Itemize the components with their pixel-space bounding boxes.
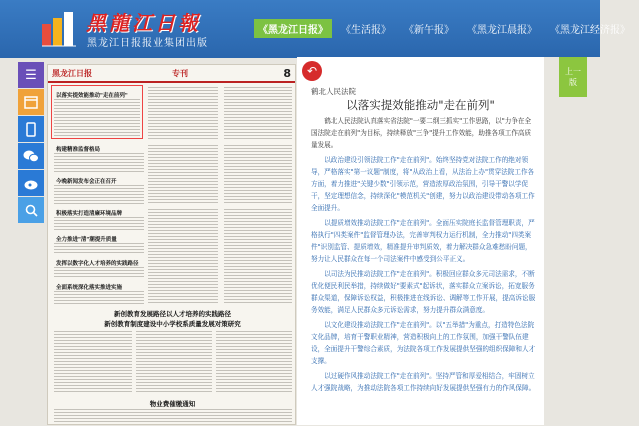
- nav-tab-life-daily[interactable]: 《生活报》: [341, 25, 391, 36]
- article-text: [216, 331, 292, 393]
- page-number: 8: [283, 66, 291, 80]
- menu-button[interactable]: [18, 62, 44, 88]
- article-text: [224, 209, 292, 305]
- article-text: [224, 145, 292, 205]
- previous-page-label-2: 版: [569, 78, 577, 87]
- logo-subtitle: 黑龙江日报报业集团出版: [87, 38, 208, 49]
- menu-icon: ☰: [25, 67, 37, 83]
- article-text: [54, 153, 144, 173]
- weibo-button[interactable]: [18, 170, 44, 196]
- article-paragraph: 以过硬作风推动法院工作"走在前列"。坚持严管和厚爱相结合，牢固树立人才强院战略，为推动法院各项工作持续向好发展提供坚强有力的作风保障。: [311, 372, 536, 392]
- article-paragraph: 以提质增效推动法院工作"走在前列"。全面压实院庭长监督管理职责，严格执行"四类案件"监督管理办法，完善审判权力运行机制，全力推动"四类案件"识别监管、提质增效，精准提升审判质效，着力解决群众急难愁盼问题，努力让人民群众在每一个司法案件中感受到公平正义。: [311, 219, 535, 263]
- logo-title[interactable]: 黑龍江日報: [86, 11, 201, 35]
- newspaper-page[interactable]: [47, 64, 296, 425]
- article-hotspot[interactable]: 以落实提效能推动"走在前列": [56, 93, 128, 99]
- calendar-button[interactable]: [18, 89, 44, 115]
- nav-tab-heilongjiang-daily[interactable]: 《黑龙江日报》: [254, 19, 332, 38]
- page-masthead: 黑龙江日报: [52, 67, 92, 78]
- article-text: [54, 291, 144, 305]
- article-hotspot[interactable]: 新创教育发展路径以人才培养的实践路径: [114, 310, 231, 318]
- logo-icon: [40, 10, 78, 48]
- article-text: [54, 331, 132, 393]
- article-text: [136, 331, 212, 393]
- back-button[interactable]: [302, 61, 322, 81]
- article-text: [148, 209, 218, 305]
- article-text: [224, 87, 292, 139]
- article-text: [54, 243, 144, 255]
- page-section: 专刊: [172, 68, 188, 78]
- mobile-button[interactable]: [18, 116, 44, 142]
- article-paragraph: 以文化建设推动法院工作"走在前列"。以"五举措"为重点，打造特色法院文化品牌，培育干警职业精神，营造积极向上的工作氛围，加强干警队伍建设，全面提升干警综合素质，为法院各项工作发展提供坚强的组织保障和人才支撑。: [311, 321, 536, 365]
- article-paragraph: 以政治建设引领法院工作"走在前列"。始终坚持党对法院工作的绝对领导，严格落实"第一议题"制度，将"从政治上看，从法治上办"贯穿法院工作各方面，着力推进"关键少数"引领示范，营造浓厚政治氛围，引导干警以学促干，坚定理想信念，持续深化"模范机关"创建，努力以政治建设带动各项工作全面提升。: [311, 156, 535, 212]
- article-text: [54, 409, 292, 423]
- article-hotspot[interactable]: 新创教育制度建设中小学校系质量发展对策研究: [104, 320, 241, 328]
- article-panel: [297, 57, 544, 425]
- newspaper-nav: [254, 19, 639, 38]
- nav-tab-morning-daily[interactable]: 《黑龙江晨报》: [467, 25, 537, 36]
- previous-page-label: 上一: [565, 67, 581, 76]
- article-paragraph: 以司法为民推动法院工作"走在前列"。积极回应群众多元司法需求，不断优化便民利民举措，持续做好"要素式"起诉状，落实群众立案诉讼，拓宽服务群众渠道，保障诉讼权益，积极推进在线诉讼、调解等工作开展，提高诉讼服务效能，满足人民群众多元诉讼需求，努力提升群众满意度。: [311, 270, 536, 314]
- article-text: [54, 267, 144, 279]
- calendar-icon: [24, 95, 38, 109]
- back-arrow-icon: ↶: [306, 64, 318, 78]
- article-paragraph: 鹤北人民法院认真落实省法院"一要二纲三抓实"工作思路，以"力争在全国法院走在前列"为目标，持续释放"三争"提升工作效能，助推各项工作高质量发展。: [311, 117, 532, 149]
- article-title: 以落实提效能推动"走在前列": [346, 98, 495, 112]
- previous-page-button[interactable]: [559, 57, 587, 97]
- article-text: [54, 99, 140, 137]
- nav-tab-economy-daily[interactable]: 《黑龙江经济报》: [550, 25, 630, 36]
- page-body: [48, 83, 295, 426]
- article-hotspot[interactable]: 发挥以数字化人才培养的实践路径: [56, 261, 139, 267]
- article-hotspot[interactable]: 构建精准监督格局: [56, 147, 101, 153]
- article-body: [311, 115, 537, 397]
- search-icon: [25, 204, 38, 217]
- weibo-icon: [24, 177, 39, 190]
- right-panel: [544, 57, 600, 425]
- article-text: [148, 145, 218, 205]
- side-toolbar: [18, 62, 44, 224]
- wechat-button[interactable]: [18, 143, 44, 169]
- article-hotspot[interactable]: 全面系统深化落实推进实施: [56, 285, 123, 291]
- article-text: [148, 87, 218, 139]
- site-header: [0, 0, 630, 58]
- search-button[interactable]: [18, 197, 44, 223]
- article-source: 鹤北人民法院: [311, 87, 356, 96]
- wechat-icon: [23, 150, 39, 163]
- article-text: [54, 217, 144, 231]
- mobile-icon: [25, 122, 37, 137]
- page-header: [48, 65, 295, 83]
- nav-tab-new-noon-daily[interactable]: 《新午报》: [404, 25, 454, 36]
- article-hotspot[interactable]: 今晚新闻发布会正在召开: [56, 179, 117, 185]
- article-hotspot[interactable]: 积极落实打造清廉环境品牌: [56, 211, 123, 217]
- article-hotspot[interactable]: 物业费催缴通知: [149, 400, 196, 408]
- article-text: [54, 185, 144, 205]
- article-hotspot[interactable]: 全力推进"清"潮提升质量: [56, 237, 117, 243]
